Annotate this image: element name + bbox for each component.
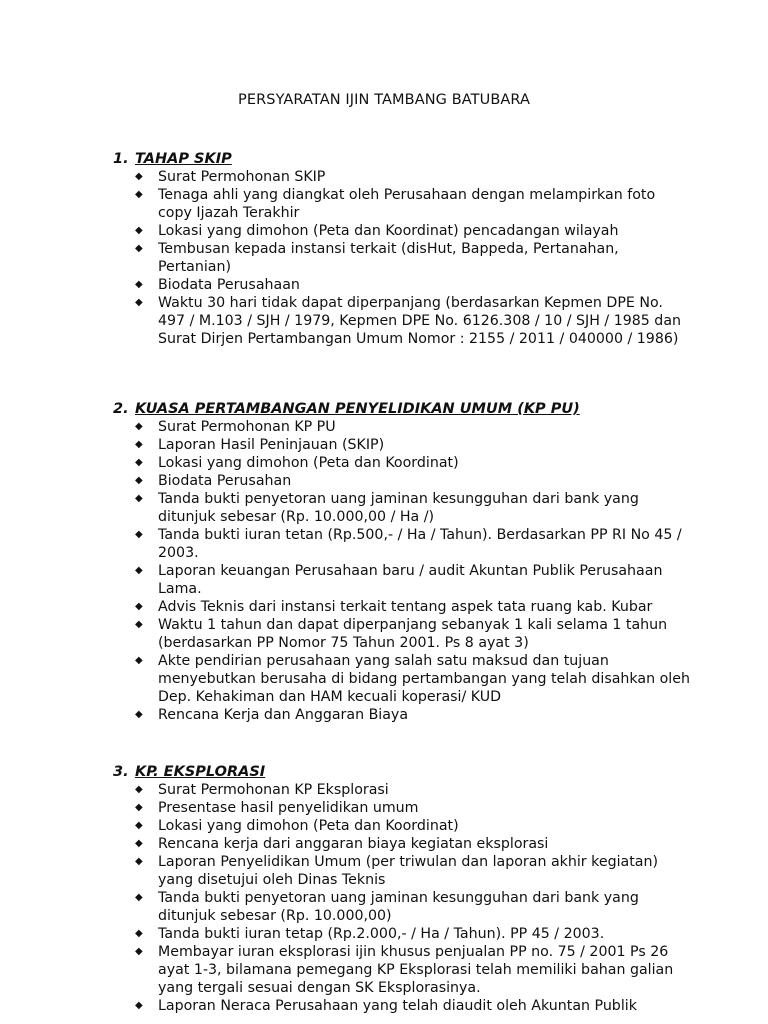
bullet-icon: ◆ [135, 421, 143, 432]
list-item: ◆ Tanda bukti iuran tetan (Rp.500,- / Ha / Tahun). Berdasarkan PP RI No 45 / 2003. [135, 527, 682, 561]
list-item: ◆ Lokasi yang dimohon (Peta dan Koordinat) pencadangan wilayah [135, 223, 619, 239]
list-item: ◆ Tanda bukti penyetoran uang jaminan kesungguhan dari bank yang ditunjuk sebesar (Rp. 10.000,00) [135, 890, 639, 924]
section-number: 2. [113, 401, 129, 417]
list-item: ◆ Tenaga ahli yang diangkat oleh Perusahaan dengan melampirkan foto copy Ijazah Terakhir [135, 187, 656, 221]
bullet-icon: ◆ [135, 928, 143, 939]
bullet-icon: ◆ [135, 892, 143, 903]
list-item: ◆ Tanda bukti penyetoran uang jaminan kesungguhan dari bank yang ditunjuk sebesar (Rp. 10.000,00 / Ha /) [135, 491, 639, 525]
section-heading [113, 150, 713, 168]
list-item: ◆ Tembusan kepada instansi terkait (disHut, Bappeda, Pertanahan, Pertanian) [135, 241, 619, 275]
bullet-icon: ◆ [135, 529, 143, 540]
bullet-icon: ◆ [135, 171, 143, 182]
list-item: ◆ Waktu 30 hari tidak dapat diperpanjang (berdasarkan Kepmen DPE No. 497 / M.103 / SJH / 1979, Kepmen DPE No. 6126.308 / 10 / SJH / 1985 dan Surat Dirjen Pertambangan Umum Nomor : 2155 / 2011 / 040000 / 1986) [135, 295, 682, 347]
requirement-list [113, 418, 713, 724]
list-item: ◆ Surat Permohonan SKIP [135, 169, 326, 185]
list-item: ◆ Waktu 1 tahun dan dapat diperpanjang sebanyak 1 kali selama 1 tahun (berdasarkan PP Nomor 75 Tahun 2001. Ps 8 ayat 3) [135, 617, 668, 651]
bullet-icon: ◆ [135, 802, 143, 813]
list-item: ◆ Akte pendirian perusahaan yang salah satu maksud dan tujuan menyebutkan berusaha di bidang pertambangan yang telah disahkan oleh Dep. Kehakiman dan HAM kecuali koperasi/ KUD [135, 653, 690, 705]
bullet-icon: ◆ [135, 1000, 143, 1011]
bullet-icon: ◆ [135, 475, 143, 486]
list-item: ◆ Laporan Neraca Perusahaan yang telah diaudit oleh Akuntan Publik [135, 998, 637, 1014]
bullet-icon: ◆ [135, 856, 143, 867]
bullet-icon: ◆ [135, 279, 143, 290]
list-item: ◆ Presentase hasil penyelidikan umum [135, 800, 419, 816]
bullet-icon: ◆ [135, 619, 143, 630]
bullet-icon: ◆ [135, 439, 143, 450]
bullet-icon: ◆ [135, 189, 143, 200]
list-item: ◆ Biodata Perusahan [135, 473, 292, 489]
section-title: KP. EKSPLORASI [135, 764, 266, 780]
section-heading [113, 400, 713, 418]
bullet-icon: ◆ [135, 784, 143, 795]
list-item: ◆ Advis Teknis dari instansi terkait tentang aspek tata ruang kab. Kubar [135, 599, 653, 615]
section-kp-pu [113, 400, 713, 724]
document-title: PERSYARATAN IJIN TAMBANG BATUBARA [237, 92, 530, 108]
section-tahap-skip [113, 150, 713, 348]
list-item: ◆ Rencana Kerja dan Anggaran Biaya [135, 707, 409, 723]
list-item: ◆ Laporan Penyelidikan Umum (per triwulan dan laporan akhir kegiatan) yang disetujui oleh Dinas Teknis [135, 854, 659, 888]
bullet-icon: ◆ [135, 243, 143, 254]
bullet-icon: ◆ [135, 838, 143, 849]
bullet-icon: ◆ [135, 655, 143, 666]
section-title: KUASA PERTAMBANGAN PENYELIDIKAN UMUM (KP PU) [135, 401, 580, 417]
bullet-icon: ◆ [135, 297, 143, 308]
section-title: TAHAP SKIP [135, 151, 232, 167]
list-item: ◆ Surat Permohonan KP Eksplorasi [135, 782, 389, 798]
list-item: ◆ Rencana kerja dari anggaran biaya kegiatan eksplorasi [135, 836, 549, 852]
list-item: ◆ Laporan Hasil Peninjauan (SKIP) [135, 437, 385, 453]
bullet-icon: ◆ [135, 601, 143, 612]
list-item: ◆ Lokasi yang dimohon (Peta dan Koordinat) [135, 455, 459, 471]
list-item: ◆ Biodata Perusahaan [135, 277, 300, 293]
bullet-icon: ◆ [135, 820, 143, 831]
bullet-icon: ◆ [135, 946, 143, 957]
requirement-list [113, 168, 713, 348]
bullet-icon: ◆ [135, 457, 143, 468]
requirement-list [113, 781, 713, 1015]
list-item: ◆ Surat Permohonan KP PU [135, 419, 336, 435]
bullet-icon: ◆ [135, 709, 143, 720]
list-item: ◆ Lokasi yang dimohon (Peta dan Koordinat) [135, 818, 459, 834]
section-number: 1. [113, 151, 129, 167]
section-number: 3. [113, 764, 129, 780]
bullet-icon: ◆ [135, 565, 143, 576]
bullet-icon: ◆ [135, 225, 143, 236]
list-item: ◆ Laporan keuangan Perusahaan baru / audit Akuntan Publik Perusahaan Lama. [135, 563, 663, 597]
section-heading [113, 763, 713, 781]
bullet-icon: ◆ [135, 493, 143, 504]
list-item: ◆ Tanda bukti iuran tetap (Rp.2.000,- / Ha / Tahun). PP 45 / 2003. [135, 926, 605, 942]
section-kp-eksplorasi [113, 763, 713, 1015]
list-item: ◆ Membayar iuran eksplorasi ijin khusus penjualan PP no. 75 / 2001 Ps 26 ayat 1-3, bilamana pemegang KP Eksplorasi telah memiliki bahan galian yang tergali sesuai dengan SK Eksplorasinya. [135, 944, 674, 996]
